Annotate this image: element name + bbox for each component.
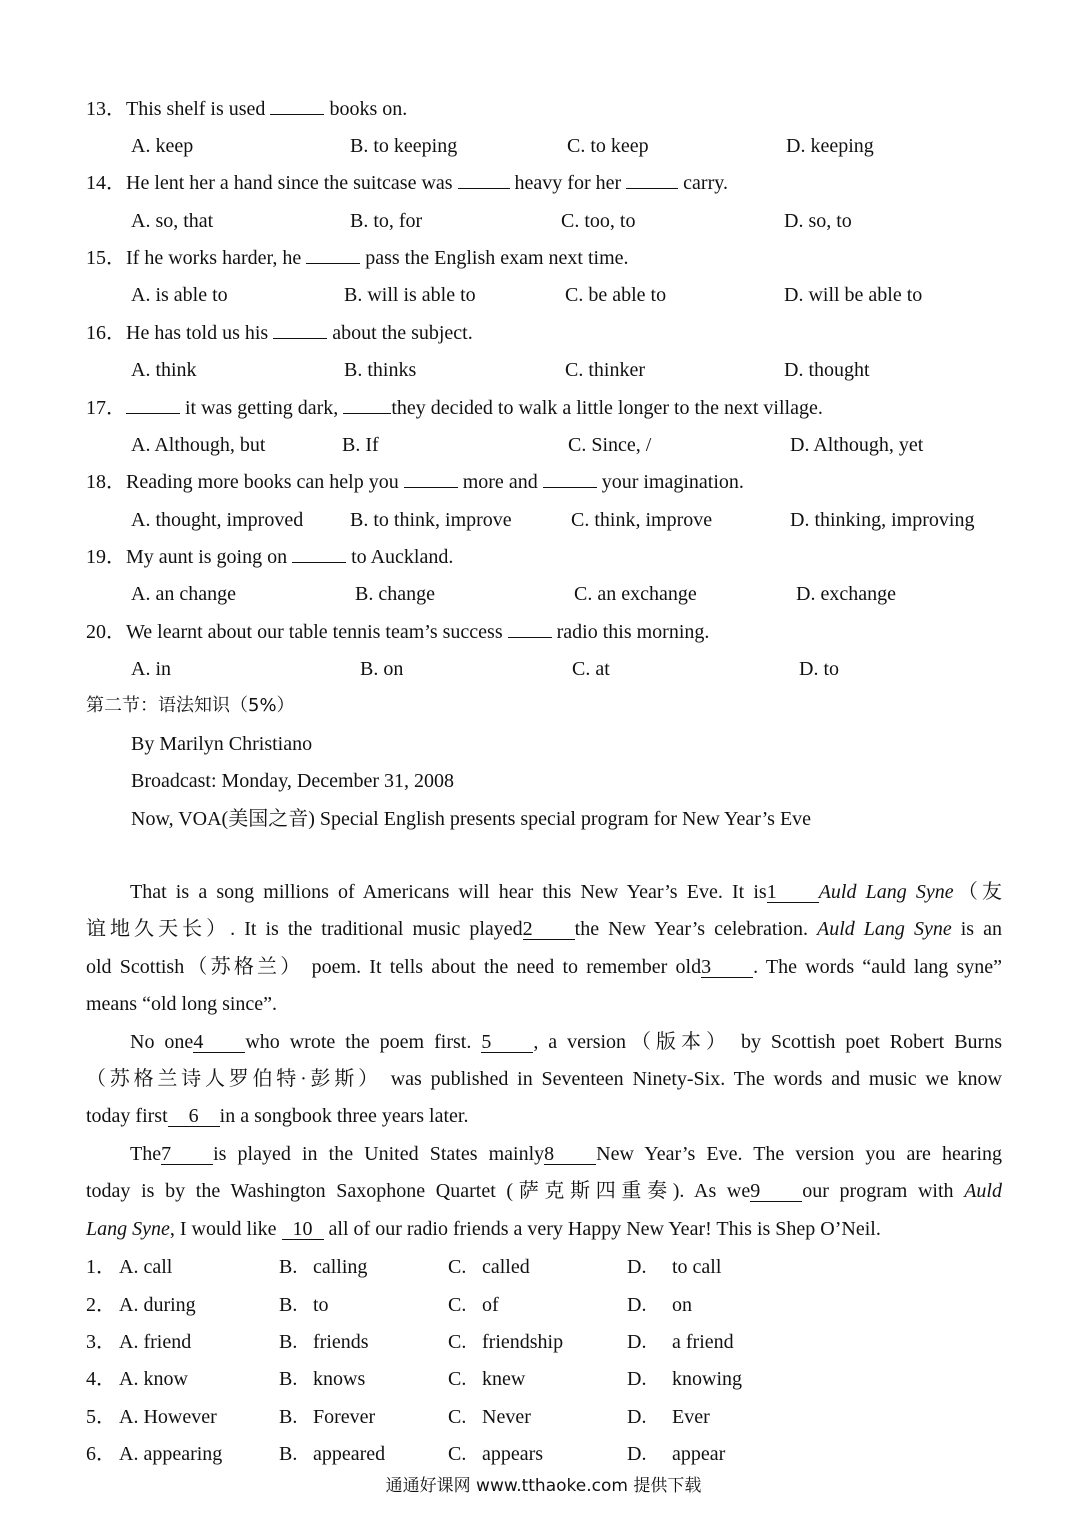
option-b: B. to keeping — [350, 135, 458, 157]
answer-blank — [126, 396, 180, 414]
passage-blank: 1 — [767, 882, 819, 903]
question-text: it was getting dark, — [180, 397, 344, 419]
passage-line: today is by the Washington Saxophone Quartet (萨克斯四重奏). As we9 our program with Auld — [86, 1180, 1002, 1203]
question-19 — [86, 545, 453, 569]
page-footer: 通通好课网 www.tthaoke.com 提供下载 — [385, 1476, 702, 1496]
option-d: D. to — [799, 658, 839, 680]
option-a: A. think — [131, 359, 197, 381]
broadcast-date: Broadcast: Monday, December 31, 2008 — [131, 770, 455, 792]
question-text: He lent her a hand since the suitcase was — [126, 172, 458, 194]
passage-blank: 10 — [282, 1219, 324, 1240]
answer-blank — [543, 470, 597, 488]
option-b: B. to think, improve — [350, 509, 512, 531]
question-text: pass the English exam next time. — [360, 247, 629, 269]
answer-blank — [404, 470, 458, 488]
answer-blank — [292, 545, 346, 563]
question-number: 16． — [86, 322, 126, 344]
passage-line: today first 6 in a songbook three years later. — [86, 1105, 469, 1128]
question-15 — [86, 246, 629, 270]
passage-line: 谊地久天长）. It is the traditional music played2 the New Year’s celebration. Auld Lang Syne is an — [86, 918, 1002, 941]
question-text: He has told us his — [126, 322, 274, 344]
option-a: A. is able to — [131, 284, 228, 306]
passage-line: That is a song millions of Americans will hear this New Year’s Eve. It is1 Auld Lang Syne（友 — [130, 881, 1003, 903]
section-title: 第二节：语法知识（5%） — [86, 695, 295, 716]
option-d: D. exchange — [796, 583, 896, 605]
intro-line: Now, VOA(美国之音) Special English presents special program for New Year’s Eve — [131, 808, 812, 830]
option-c: C. too, to — [561, 210, 636, 232]
answer-blank — [306, 246, 360, 264]
passage-line: Lang Syne, I would like 10 all of our radio friends a very Happy New Year! This is Shep O’Neil. — [86, 1217, 881, 1240]
question-text: If he works harder, he — [126, 247, 307, 269]
question-text: to Auckland. — [346, 546, 454, 568]
question-number: 17． — [86, 397, 126, 419]
question-text: more and — [457, 471, 543, 493]
question-text: My aunt is going on — [126, 546, 293, 568]
option-c: C. to keep — [567, 135, 649, 157]
option-b: B. will is able to — [344, 284, 476, 306]
answer-blank — [273, 321, 327, 339]
answer-blank — [458, 171, 510, 189]
passage-blank: 5 — [481, 1032, 533, 1053]
passage-blank: 8 — [544, 1144, 596, 1165]
option-c: C. an exchange — [574, 583, 697, 605]
option-b: B. on — [360, 658, 404, 680]
question-text: carry. — [678, 172, 728, 194]
question-text: This shelf is used — [126, 98, 271, 120]
answer-blank — [343, 396, 391, 414]
option-d: D. Although, yet — [790, 434, 924, 456]
question-number: 18． — [86, 471, 126, 493]
question-20 — [86, 620, 709, 644]
option-c: C. thinker — [565, 359, 645, 381]
option-b: B. thinks — [344, 359, 417, 381]
option-a: A. so, that — [131, 210, 214, 232]
question-text: We learnt about our table tennis team’s success — [126, 621, 508, 643]
question-text: they decided to walk a little longer to the next village. — [391, 397, 823, 419]
option-b: B. If — [342, 434, 379, 456]
question-14 — [86, 171, 728, 195]
option-c: C. be able to — [565, 284, 667, 306]
option-a: A. keep — [131, 135, 194, 157]
question-number: 13． — [86, 98, 126, 120]
passage-blank: 4 — [193, 1032, 245, 1053]
option-c: C. Since, / — [568, 434, 652, 456]
option-d: D. thought — [784, 359, 870, 381]
question-18 — [86, 470, 744, 494]
passage-blank: 9 — [750, 1181, 802, 1202]
option-a: A. thought, improved — [131, 509, 304, 531]
answer-blank — [508, 620, 552, 638]
passage-line: The7 is played in the United States mainly8 New Year’s Eve. The version you are hearing — [130, 1142, 1003, 1165]
question-text: heavy for her — [509, 172, 627, 194]
option-d: D. thinking, improving — [790, 509, 975, 531]
passage-line: No one4 who wrote the poem first. 5 , a version（版本） by Scottish poet Robert Burns — [130, 1030, 1002, 1053]
passage-blank: 2 — [523, 919, 575, 940]
option-c: C. at — [572, 658, 610, 680]
option-b: B. to, for — [350, 210, 423, 232]
question-text: your imagination. — [596, 471, 744, 493]
passage-line: （苏格兰诗人罗伯特·彭斯） was published in Seventeen Ninety-Six. The words and music we know — [86, 1067, 1002, 1090]
option-d: D. so, to — [784, 210, 852, 232]
byline: By Marilyn Christiano — [131, 733, 313, 755]
passage-blank: 3 — [701, 957, 753, 978]
option-a: A. in — [131, 658, 171, 680]
document-page: 13．This shelf is used books on. A. keep B. to keeping C. to keep D. keeping 14．He lent her a hand since the suitcase was heavy for her carry. A. so, that B. to, for C. too, to D. so, to 15．If he works harder, he pass the English exam next time. A. is able to B. will is able to C. be able to D. will be able to 16．He has told us his about the subject. A. think B. thinks C. thinker D. thought 17． it was getting dark, they decided to walk a little longer to the next village. A. Although, but B. If C. Since, / D. Although, yet 18．Reading more books can help you more and your imagination. A. thought, improved B. to think, improve C. think, improve D. thinking, improving 19．My aunt is going on to Auckland. A. an change B. change C. an exchange D. exchange 20．We learnt about our table tennis team’s success radio this morning. A. in B. on C. at D. to 第二节：语法知识（5%） By Marilyn Christiano Broadcast: Monday, December 31, 2008 Now, VOA(美国之音) Special English presents special program for New Year’s Eve That is a song millions of Americans will hear this New Year’s Eve. It is1 Auld Lang Syne（友 谊地久天长）. It is the traditional music played2 the New Year’s celebration. Auld Lang Syne is an old Scottish（苏格兰） poem. It tells about the need to remember old3 . The words “auld lang syne” means “old long since”. No one4 who wrote the poem first. 5 , a version（版本） by Scottish poet Robert Burns （苏格兰诗人罗伯特·彭斯） was published in Seventeen Ninety-Six. The words and music we know today first 6 in a songbook three years later. The7 is played in the United States mainly8 New Year’s Eve. The version you are hearing today is by the Washington Saxophone Quartet (萨克斯四重奏). As we9 our program with Auld Lang Syne, I would like 10 all of our radio friends a very Happy New Year! This is Shep O’Neil. 1． A. call B. calling C. called D. to call 2． A. during B. to C. of D. on 3． A. friend B. friends C. friendship D. a friend 4． A. know B. knows C. knew D. knowing 5． A. However B. Forever C. Never D. Ever 6． A. appearing B. appeared C. appears D. appear 通通好课网 www.tthaoke.com 提供下载 — [0, 0, 1087, 1536]
option-a: A. Although, but — [131, 434, 266, 456]
question-number: 19． — [86, 546, 126, 568]
cloze-passage — [86, 874, 1002, 1248]
passage-blank: 6 — [168, 1106, 220, 1127]
option-c: C. think, improve — [571, 509, 713, 531]
passage-blank: 7 — [161, 1144, 213, 1165]
option-b: B. change — [355, 583, 435, 605]
answer-blank — [626, 171, 678, 189]
question-17 — [86, 396, 823, 420]
answer-blank — [270, 97, 324, 115]
question-text: radio this morning. — [551, 621, 710, 643]
question-number: 15． — [86, 247, 126, 269]
question-text: books on. — [324, 98, 408, 120]
question-number: 20． — [86, 621, 126, 643]
question-text: Reading more books can help you — [126, 471, 404, 493]
question-13 — [86, 97, 407, 121]
question-number: 14． — [86, 172, 126, 194]
passage-line: means “old long since”. — [86, 993, 278, 1016]
question-16 — [86, 321, 473, 345]
question-text: about the subject. — [327, 322, 473, 344]
option-d: D. keeping — [786, 135, 874, 157]
passage-line: old Scottish（苏格兰） poem. It tells about the need to remember old3 . The words “auld lang syne” — [86, 955, 1003, 978]
option-a: A. an change — [131, 583, 236, 605]
option-d: D. will be able to — [784, 284, 923, 306]
